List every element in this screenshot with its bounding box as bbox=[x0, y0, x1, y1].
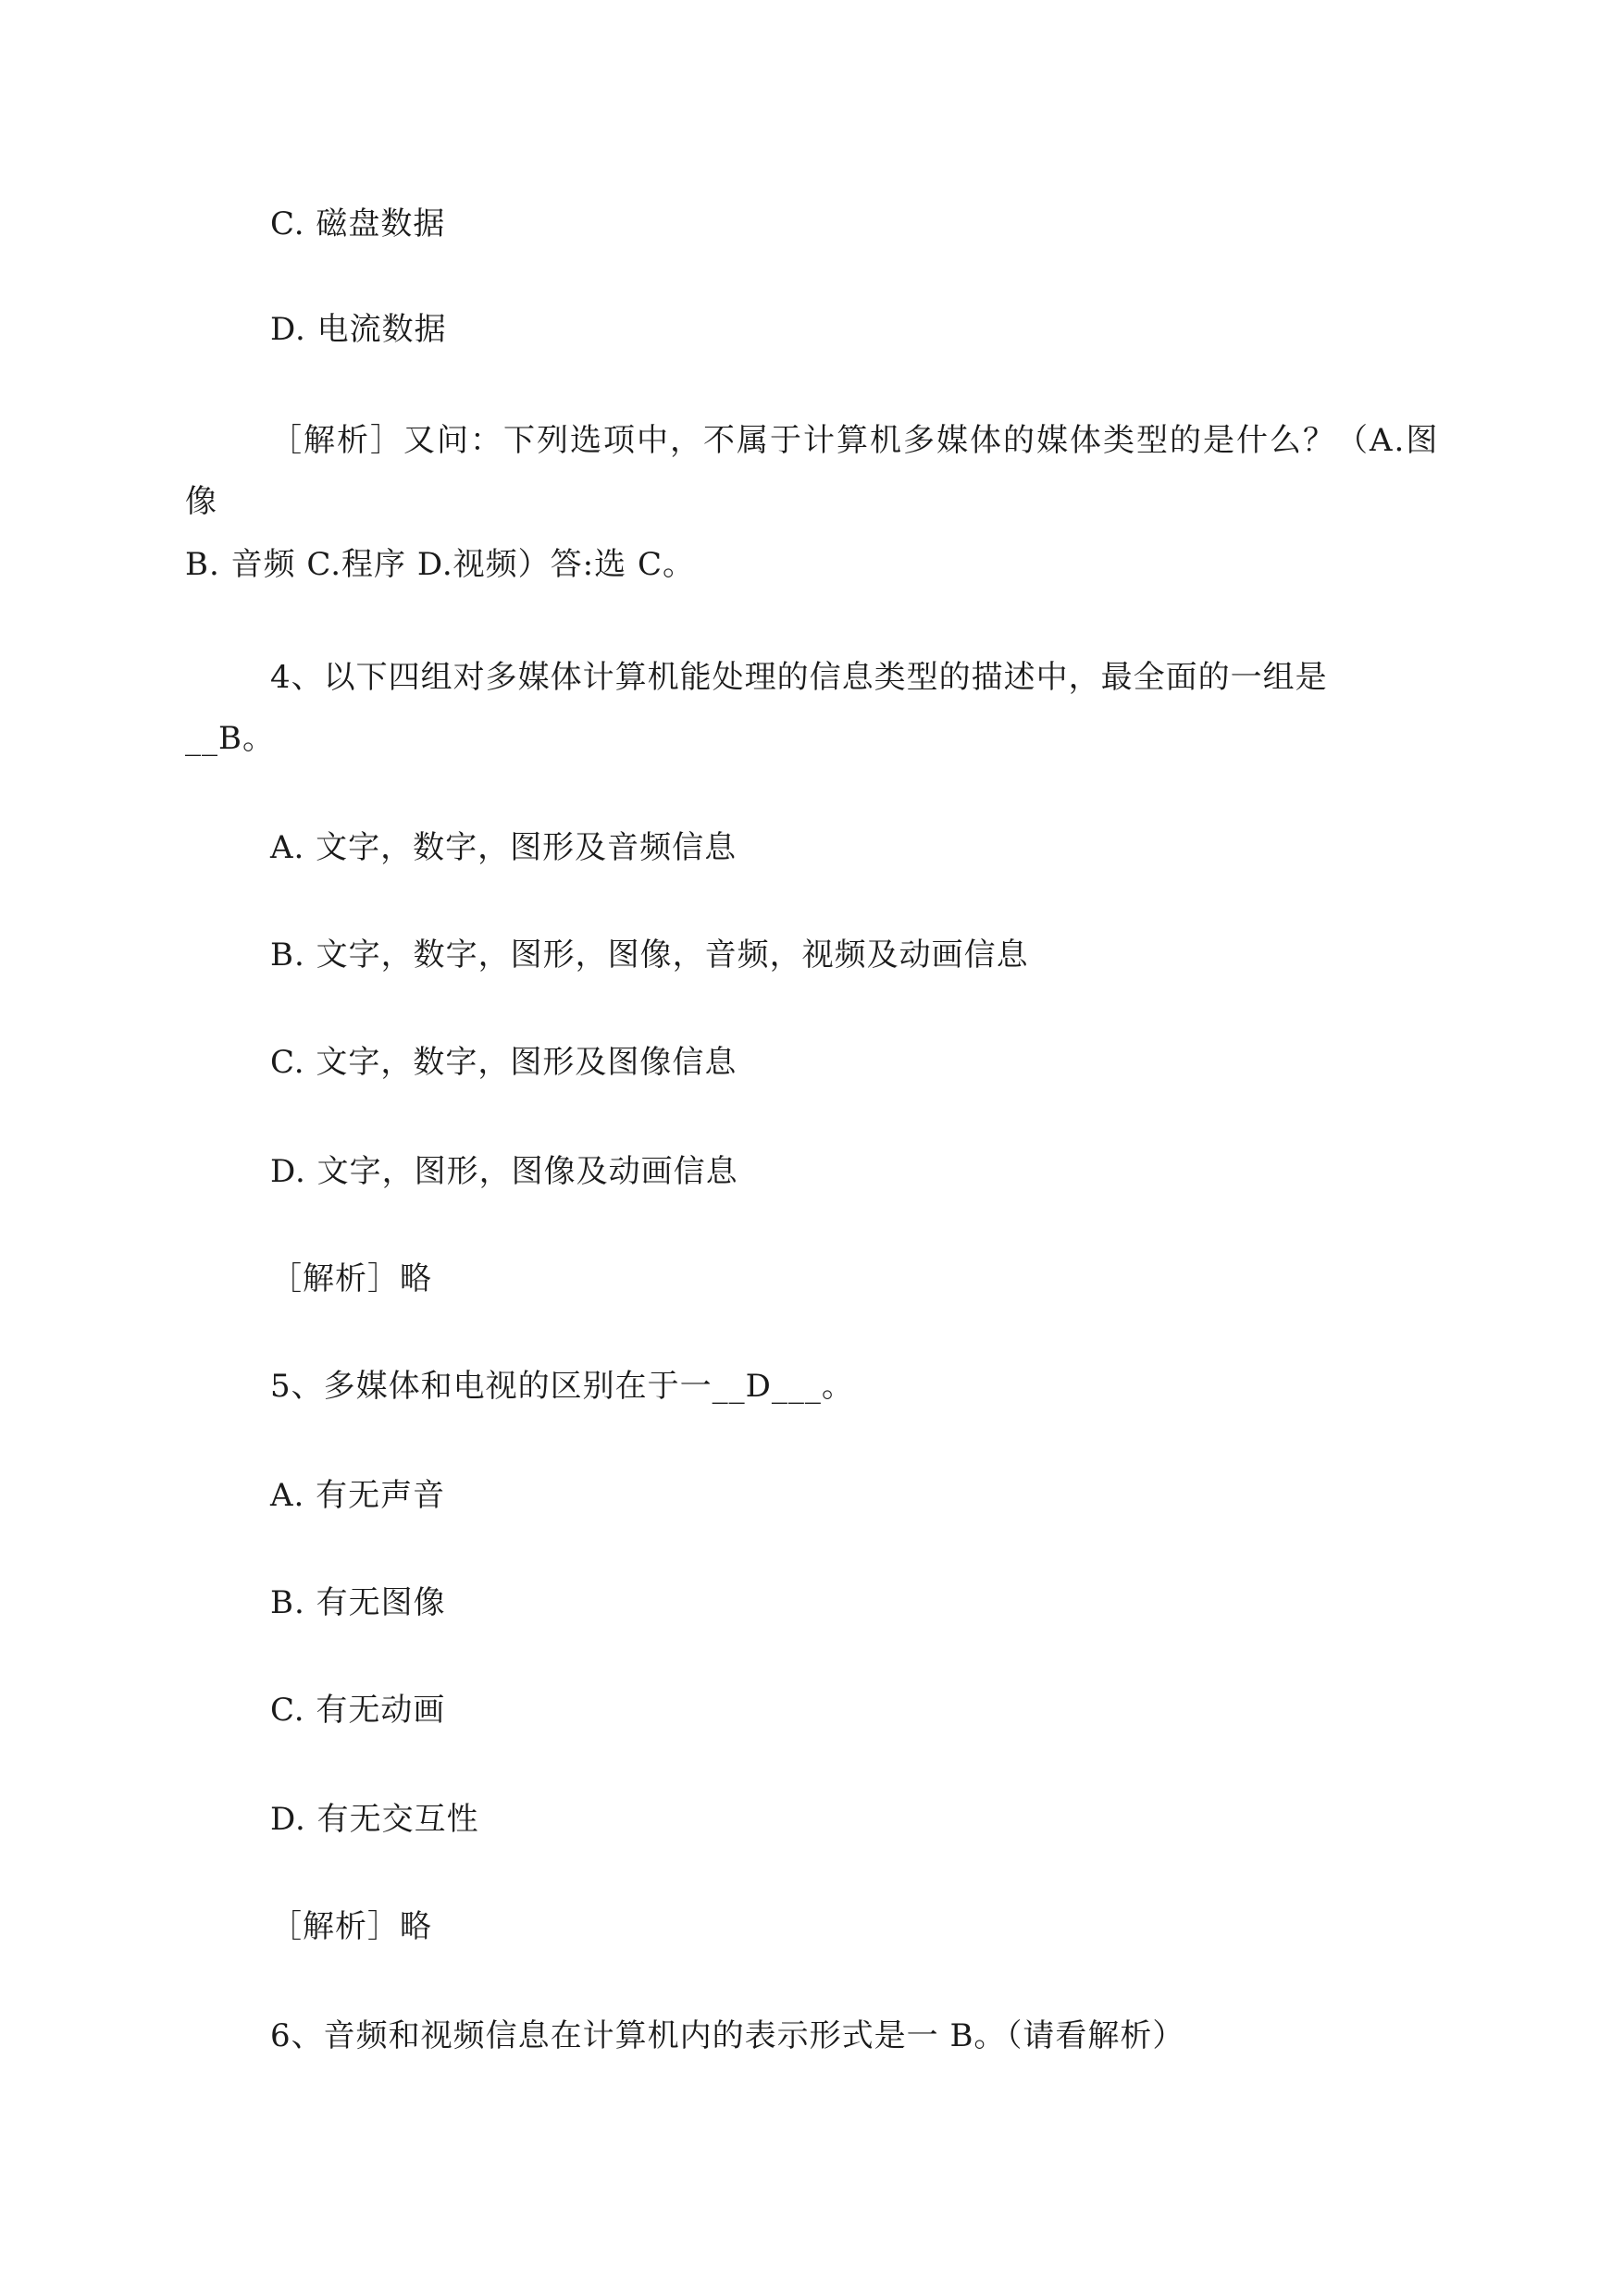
question-4-analysis: ［解析］略 bbox=[270, 1260, 432, 1297]
question-4-option-b: B. 文字，数字，图形，图像，音频，视频及动画信息 bbox=[270, 937, 1029, 974]
question-5-option-d: D. 有无交互性 bbox=[270, 1801, 479, 1838]
option-c-disk-data: C. 磁盘数据 bbox=[270, 205, 446, 242]
question-4-option-a: A. 文字，数字，图形及音频信息 bbox=[270, 829, 738, 866]
question-5-option-a: A. 有无声音 bbox=[270, 1477, 446, 1514]
question-4-option-d: D. 文字，图形，图像及动画信息 bbox=[270, 1153, 738, 1190]
question-5: 5、多媒体和电视的区别在于一__D___。 bbox=[270, 1368, 854, 1405]
question-4-line-2: __B。 bbox=[185, 720, 275, 757]
option-d-current-data: D. 电流数据 bbox=[270, 311, 447, 348]
question-5-option-c: C. 有无动画 bbox=[270, 1692, 446, 1729]
question-4-line-1: 4、以下四组对多媒体计算机能处理的信息类型的描述中，最全面的一组是 bbox=[270, 659, 1328, 696]
question-4-option-c: C. 文字，数字，图形及图像信息 bbox=[270, 1044, 738, 1081]
question-5-analysis: ［解析］略 bbox=[270, 1908, 432, 1945]
question-6: 6、音频和视频信息在计算机内的表示形式是一 B。（请看解析） bbox=[270, 2017, 1185, 2054]
analysis-paragraph-line-1: ［解析］又问：下列选项中，不属于计算机多媒体的媒体类型的是什么？（A.图 bbox=[270, 422, 1440, 459]
analysis-paragraph-line-2: 像 bbox=[185, 483, 217, 520]
question-5-option-b: B. 有无图像 bbox=[270, 1584, 446, 1621]
analysis-paragraph-line-3: B. 音频 C.程序 D.视频）答:选 C。 bbox=[185, 546, 695, 583]
